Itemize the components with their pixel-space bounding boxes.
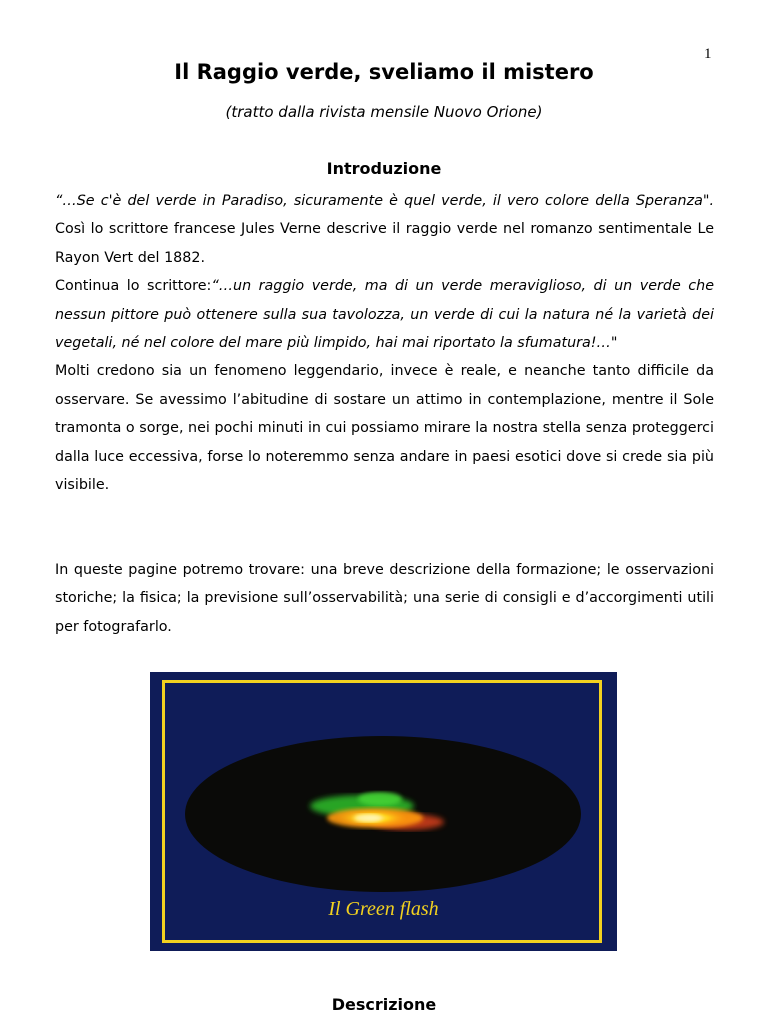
document-subtitle: (tratto dalla rivista mensile Nuovo Orione)	[225, 103, 543, 121]
section-heading-descrizione: Descrizione	[331, 995, 437, 1014]
continua-lead: Continua lo scrittore:	[55, 278, 212, 295]
verne-quote: “…Se c'è del verde in Paradiso, sicuramente è quel verde, il vero colore della Speranza".	[55, 193, 714, 209]
paragraph-leggendario: Molti credono sia un fenomeno leggendario, invece è reale, e neanche tanto difficile da osservare. Se avessimo l’abitudine di sostare un attimo in contemplazione, mentre il Sole tramonta o sorge, nei pochi minuti in cui possiamo mirare la nostra stella senza proteggerci dalla luce eccessiva, forse lo noteremmo senza andare in paesi esotici dove si crede sia più visibile.	[55, 363, 714, 494]
figure-caption: Il Green flash	[328, 898, 439, 920]
flash-core-bright	[354, 814, 382, 822]
flash-green-top	[358, 792, 402, 806]
continua-quote: “…un raggio verde, ma di un verde meraviglioso, di un verde che nessun pittore può ottenere sulla sua tavolozza, un verde di cui la natura né la varietà dei vegetali, né nel colore del mare più limpido, hai mai riportato la sfumatura!…"	[55, 278, 714, 352]
section-heading-introduzione: Introduzione	[326, 159, 442, 178]
verne-attribution: Così lo scrittore francese Jules Verne descrive il raggio verde nel romanzo sentimentale Le Rayon Vert del 1882.	[55, 221, 714, 266]
page-number: 1	[704, 46, 712, 62]
document-title: Il Raggio verde, sveliamo il mistero	[174, 60, 594, 84]
paragraph-verne-quote	[55, 187, 714, 499]
green-flash-figure	[150, 672, 617, 951]
paragraph-contenuti: In queste pagine potremo trovare: una breve descrizione della formazione; le osservazioni storiche; la fisica; la previsione sull’osservabilità; una serie di consigli e d’accorgimenti utili per fotografarlo.	[55, 562, 714, 635]
